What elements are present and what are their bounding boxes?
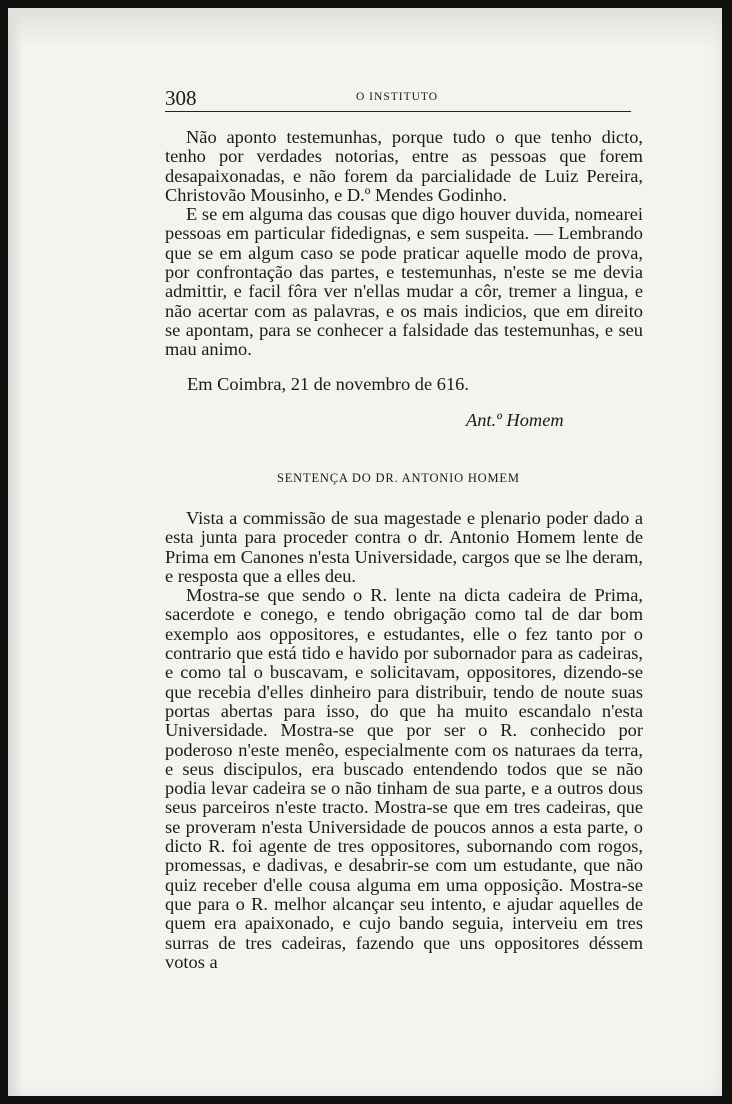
signature: Ant.º Homem <box>466 410 564 430</box>
page-top-shadow <box>8 8 722 48</box>
letter-paragraph: Não aponto testemunhas, porque tudo o que tenho dicto, tenho por verdades notorias, entre as pessoas que forem desapaixonadas, e não forem da parcialidade de Luiz Pereira, Christovão Mousinho, e D.º Mendes Godinho. <box>165 127 643 205</box>
header-rule <box>165 111 631 112</box>
sentence-paragraph: Vista a commissão de sua magestade e plenario poder dado a esta junta para proceder contra o dr. Antonio Homem lente de Prima em Canones n'esta Universidade, cargos que se lhe deram, e resposta que a elles deu. <box>165 508 643 586</box>
sentence-body <box>165 509 643 972</box>
letter-body <box>165 128 643 360</box>
page-number: 308 <box>165 86 197 110</box>
letter-paragraph: E se em alguma das cousas que digo houver duvida, nomearei pessoas em particular fidedignas, e sem suspeita. — Lembrando que se em algum caso se pode praticar aquelle modo de prova, por confrontação das partes, e testemunhas, n'este se me devia admittir, e facil fôra ver n'ellas mudar a côr, tremer a lingua, e não acertar com as palavras, e os mais indicios, que em direito se apontam, para se conhecer a falsidade das testemunhas, e seu mau animo. <box>165 204 643 360</box>
page-edge-shadow <box>8 8 22 1096</box>
page-header <box>165 86 631 110</box>
sentence-paragraph: Mostra-se que sendo o R. lente na dicta cadeira de Prima, sacerdote e conego, e tendo obrigação como tal de dar bom exemplo aos oppositores, e estudantes, elle o fez tanto por o contrario que está tido e havido por subornador para as cadeiras, e como tal o buscavam, e solicitavam, oppositores, dizendo-se que recebia d'elles dinheiro para distribuir, tendo de noute suas portas abertas para isso, do que ha muito escandalo n'esta Universidade. Mostra-se que por ser o R. conhecido por poderoso n'este menêo, especialmente com os naturaes da terra, e seus discipulos, era buscado entendendo todos que se não podia levar cadeira se o não tinham de sua parte, e a outros dous seus parceiros n'este tracto. Mostra-se que em tres cadeiras, que se proveram n'esta Universidade de poucos annos a esta parte, o dicto R. foi agente de tres oppositores, subornando com rogos, promessas, e dadivas, e desabrir-se com um estudante, que não quiz receber d'elle cousa alguma em uma opposição. Mostra-se que para o R. melhor alcançar seu intento, e ajudar aquelles de quem era apaixonado, e cujo bando seguia, interveiu em tres surras de tres cadeiras, fazendo que uns oppositores déssem votos a <box>165 585 643 972</box>
running-head: O INSTITUTO <box>356 91 439 103</box>
section-title: SENTENÇA DO DR. ANTONIO HOMEM <box>277 471 520 485</box>
dateline: Em Coimbra, 21 de novembro de 616. <box>187 374 469 394</box>
